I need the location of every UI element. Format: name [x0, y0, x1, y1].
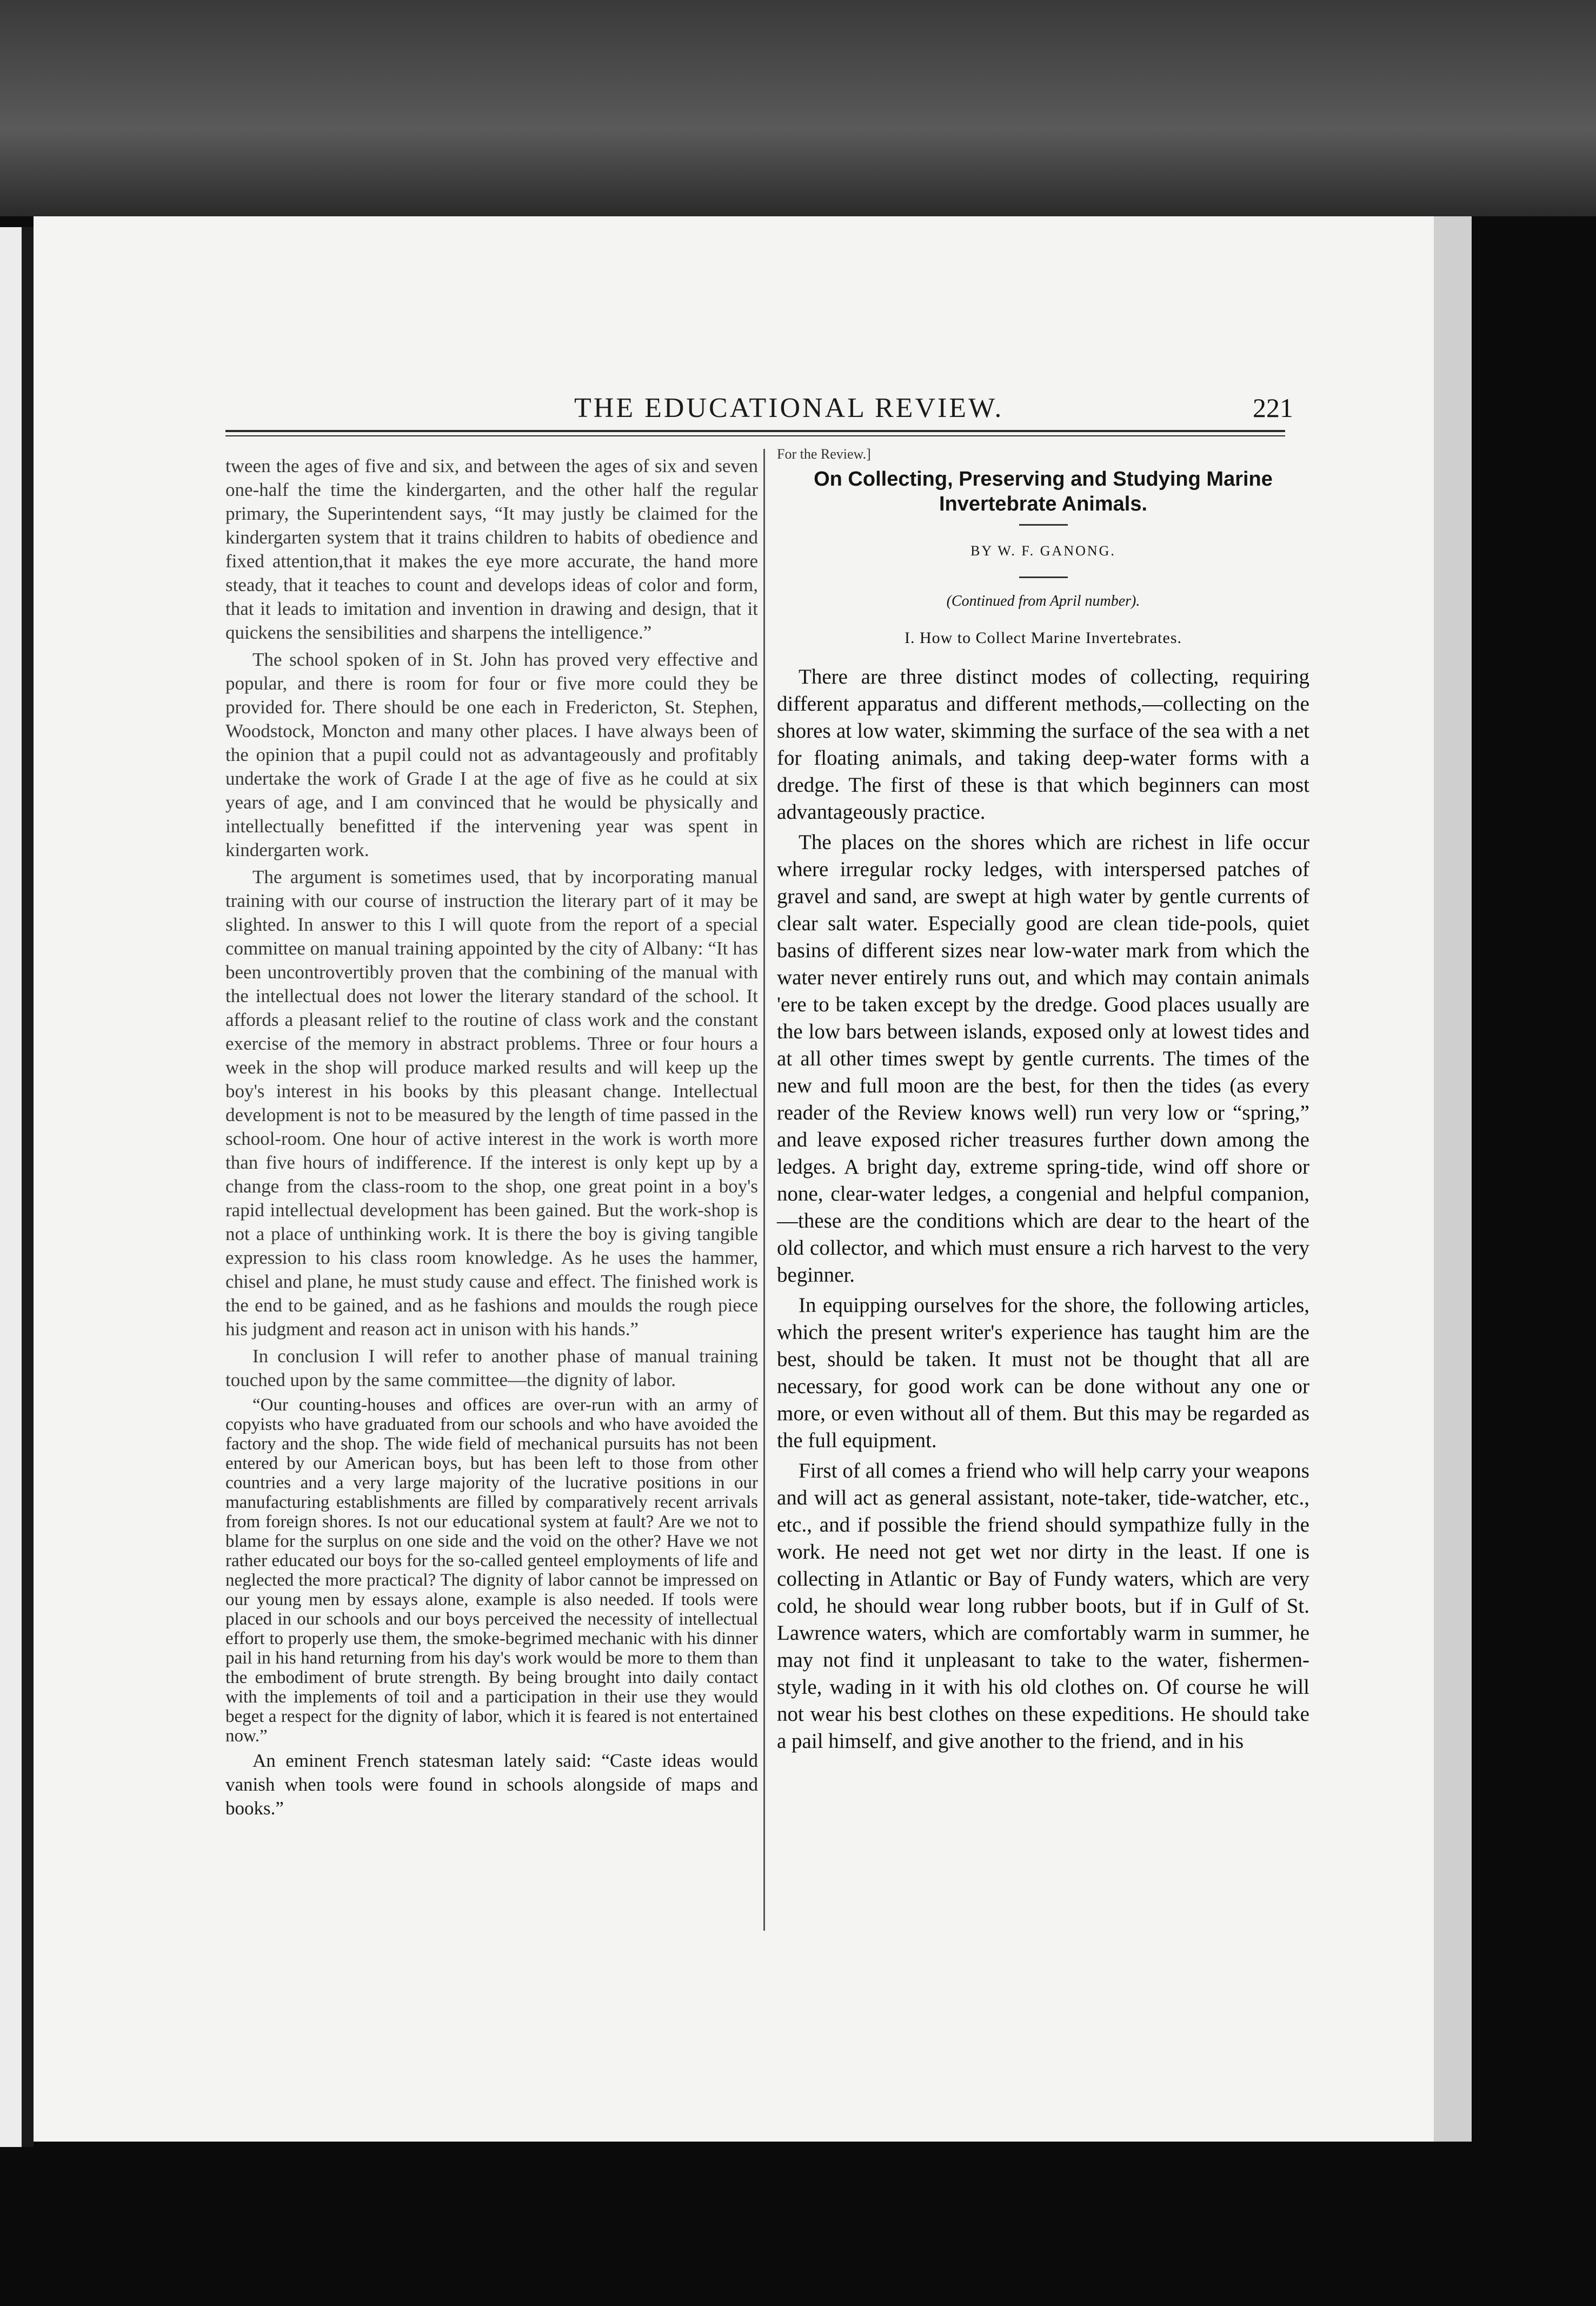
- left-paragraph: The school spoken of in St. John has proved very effective and popular, and there is room for four or five more could they be provided for. There should be one each in Fredericton, St. Stephen, Woodstock, Moncton and many other places. I have always been of the opinion that a pupil could not as advantageously and profitably undertake the work of Grade I at the age of five as he could at six years of age, and I am convinced that he would be physically and intellectually benefitted if the intervening year was spent in kindergarten work.: [225, 649, 758, 860]
- left-column: [225, 454, 758, 1824]
- right-paragraph: In equipping ourselves for the shore, the following articles, which the present writer's experience has taught him are the best, should be taken. It must not be thought that all are necessary, for good work can be done without any one or more, or even without all of them. But this may be regarded as the full equipment.: [777, 1294, 1309, 1452]
- left-paragraph: The argument is sometimes used, that by incorporating manual training with our course of instruction the literary part of it may be slighted. In answer to this I will quote from the report of a special committee on manual training appointed by the city of Albany: “It has been uncontrovertibly proven that the combining of the manual with the intellectual does not lower the literary standard of the school. It affords a pleasant relief to the routine of class work and the constant exercise of the memory in abstract problems. Three or four hours a week in the shop will produce marked results and will keep up the boy's interest in his books by this pleasant change. Intellectual development is not to be measured by the length of time passed in the school-room. One hour of active interest in the work is worth more than five hours of indifference. If the interest is only kept up by a change from the class-room to the shop, one great point in a boy's rapid intellectual development has been gained. But the work-shop is not a place of unthinking work. It is there the boy is giving tangible expression to his class room knowledge. As he uses the hammer, chisel and plane, he must study cause and effect. The finished work is the end to be gained, and as he fashions and moulds the rough piece his judgment and reason act in unison with his hands.”: [225, 866, 758, 1340]
- committee-quote: “Our counting-houses and offices are over-run with an army of copyists who have graduated from our schools and who have avoided the factory and the shop. The wide field of mechanical pursuits has not been entered by our American boys, but has been left to those from other countries and a very large majority of the lucrative positions in our manufacturing establishments are filled by comparatively recent arrivals from foreign shores. Is not our educational system at fault? Are we not to blame for the surplus on one side and the void on the other? Have we not rather educated our boys for the so-called genteel employments of life and neglected the more practical? The dignity of labor cannot be impressed on our young men by essays alone, example is also needed. If tools were placed in our schools and our boys perceived the necessity of intellectual effort to properly use them, the smoke-begrimed mechanic with his dinner pail in his hand returning from his day's work would be more to them than the embodiment of brute strength. By being brought into daily contact with the implements of toil and a participation in their use they would beget a respect for the dignity of labor, which it is feared is not entertained now.”: [225, 1395, 758, 1746]
- book-gutter: [22, 227, 34, 2147]
- left-paragraph: In conclusion I will refer to another phase of manual training touched upon by the same committee—the dignity of labor.: [225, 1346, 758, 1390]
- byline: BY W. F. GANONG.: [970, 543, 1116, 559]
- scan-background-top: [0, 0, 1596, 216]
- left-paragraph: tween the ages of five and six, and between the ages of six and seven one-half the time the kindergarten, and the other half the regular primary, the Superintendent says, “It may justly be claimed for the kindergarten system that it trains children to habits of obedience and fixed attention,that it makes the eye more accurate, the hand more steady, that it teaches to count and develops ideas of color and form, that it leads to imitation and invention in drawing and design, that it quickens the sensibilities and sharpens the intelligence.”: [225, 455, 758, 643]
- page-number: 221: [1253, 393, 1293, 423]
- page-edge-right: [1434, 216, 1472, 2142]
- journal-page: [34, 216, 1434, 2142]
- article-title-line2: Invertebrate Animals.: [939, 493, 1148, 515]
- section-heading: I. How to Collect Marine Invertebrates.: [904, 629, 1182, 647]
- closing-paragraph: An eminent French statesman lately said: “Caste ideas would vanish when tools were found in schools alongside of maps and books.”: [225, 1750, 758, 1819]
- for-review-note: For the Review.]: [777, 446, 871, 462]
- column-divider: [763, 449, 765, 1931]
- right-column: [777, 446, 1309, 1758]
- running-title: THE EDUCATIONAL REVIEW.: [574, 393, 1004, 423]
- continued-note: (Continued from April number).: [946, 593, 1140, 609]
- header-rule-thin: [225, 435, 1285, 436]
- article-title-line1: On Collecting, Preserving and Studying Marine: [814, 468, 1273, 491]
- header-rule-thick: [225, 430, 1285, 432]
- right-paragraph: First of all comes a friend who will help carry your weapons and will act as general assistant, note-taker, tide-watcher, etc., etc., and if possible the friend should sympathize fully in the work. He need not get wet nor dirty in the least. If one is collecting in Atlantic or Bay of Fundy waters, which are very cold, he should wear long rubber boots, but if in Gulf of St. Lawrence waters, which are comfortably warm in summer, he may not find it unpleasant to take to the water, fishermen-style, wading in it with his old clothes on. Of course he will not wear his best clothes on these expeditions. He should take a pail himself, and give another to the friend, and in his: [777, 1459, 1309, 1753]
- article-title: [777, 467, 1309, 516]
- right-paragraph: There are three distinct modes of collecting, requiring different apparatus and different methods,—collecting on the shores at low water, skimming the surface of the sea with a net for floating animals, and taking deep-water forms with a dredge. The first of these is that which beginners can most advantageously practice.: [777, 665, 1309, 824]
- running-head: [250, 392, 1293, 430]
- right-paragraph: The places on the shores which are richest in life occur where irregular rocky ledges, with interspersed patches of gravel and sand, are swept at high water by gentle currents of clear salt water. Especially good are clean tide-pools, quiet basins of different sizes near low-water mark from which the water never entirely runs out, and which may contain animals 'ere to be taken except by the dredge. Good places usually are the low bars between islands, exposed only at lowest tides and at all other times swept by gentle currents. The times of the new and full moon are the best, for then the tides (as every reader of the Review knows well) run very low or “spring,” and leave exposed richer treasures further down among the ledges. A bright day, extreme spring-tide, wind off shore or none, clear-water ledges, a congenial and helpful companion,—these are the conditions which are dear to the heart of the old collector, and which must ensure a rich harvest to the very beginner.: [777, 831, 1309, 1287]
- facing-page-edge: [0, 227, 22, 2147]
- title-rule: [1019, 524, 1068, 526]
- byline-rule: [1019, 576, 1068, 578]
